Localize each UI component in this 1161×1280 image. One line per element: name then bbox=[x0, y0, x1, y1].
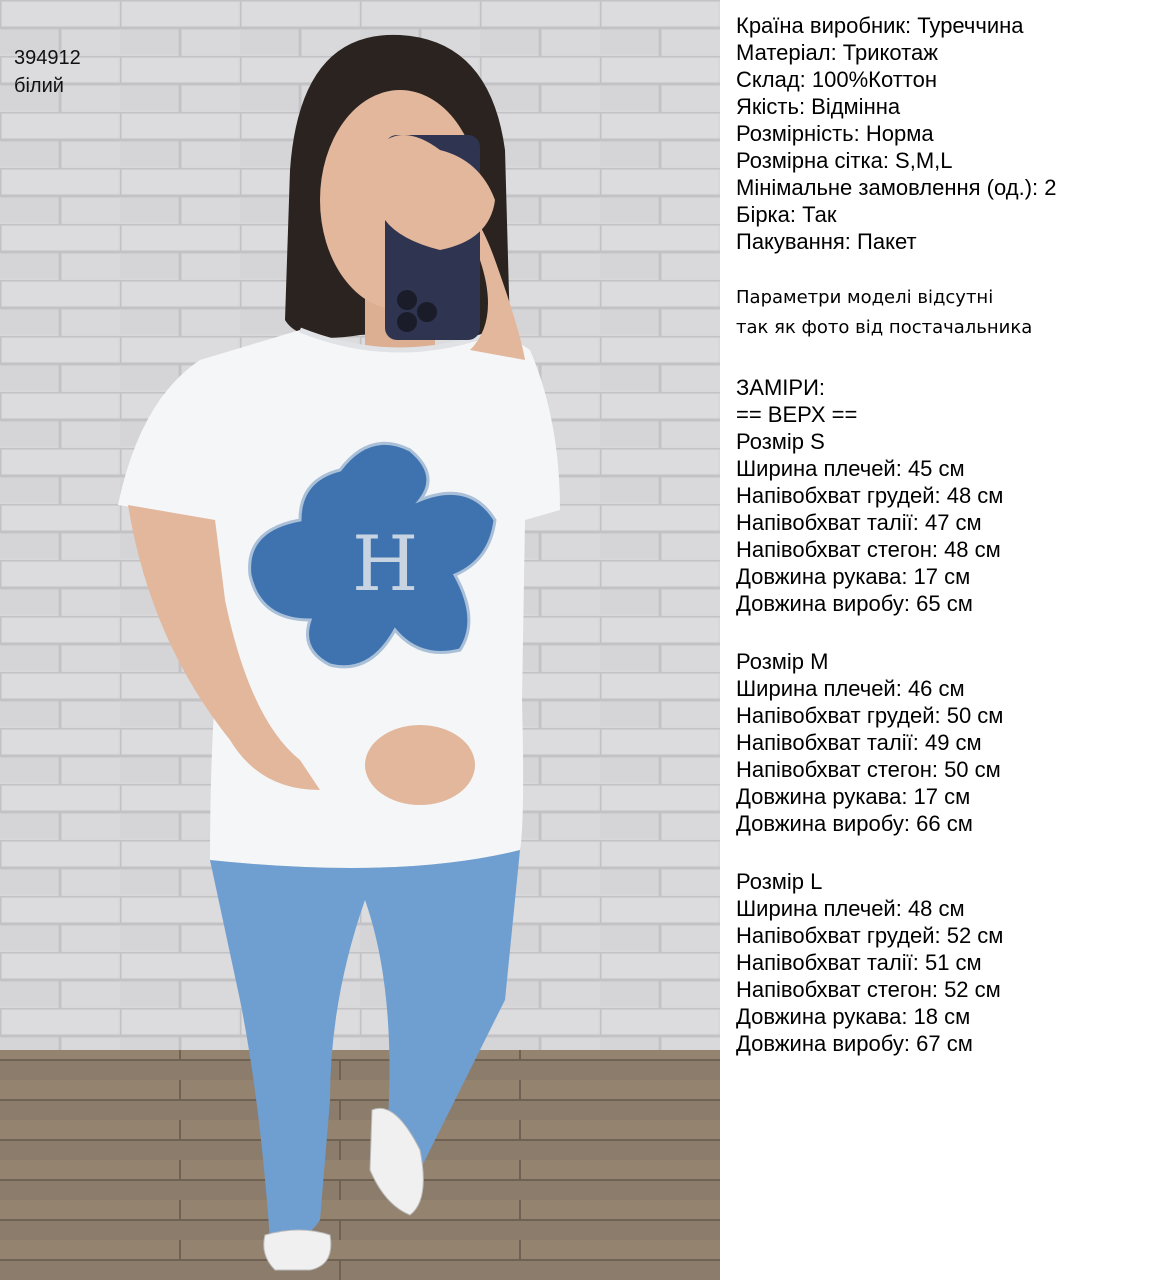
size-l-label: Розмір L bbox=[736, 869, 823, 894]
product-code: 394912 bbox=[14, 47, 81, 69]
size-l-waist: Напівобхват талії: 51 см bbox=[736, 950, 982, 975]
spec-composition: Склад: 100%Коттон bbox=[736, 67, 938, 92]
size-l-length: Довжина виробу: 67 см bbox=[736, 1031, 973, 1056]
spec-size-grid: Розмірна сітка: S,M,L bbox=[736, 148, 953, 173]
size-s-shoulders: Ширина плечей: 45 см bbox=[736, 456, 965, 481]
size-l-shoulders: Ширина плечей: 48 см bbox=[736, 896, 965, 921]
spec-material: Матеріал: Трикотаж bbox=[736, 40, 938, 65]
size-l-sleeve: Довжина рукава: 18 см bbox=[736, 1004, 971, 1029]
wood-floor bbox=[0, 1050, 720, 1280]
size-l-chest: Напівобхват грудей: 52 см bbox=[736, 923, 1004, 948]
spec-packaging: Пакування: Пакет bbox=[736, 229, 917, 254]
product-color: білий bbox=[14, 75, 64, 97]
size-s-waist: Напівобхват талії: 47 см bbox=[736, 510, 982, 535]
hand bbox=[365, 725, 475, 805]
spec-min-order: Мінімальне замовлення (од.): 2 bbox=[736, 175, 1057, 200]
size-s-chest: Напівобхват грудей: 48 см bbox=[736, 483, 1004, 508]
measurements-title: ЗАМІРИ: bbox=[736, 375, 825, 400]
spec-tag: Бірка: Так bbox=[736, 202, 837, 227]
spec-country: Країна виробник: Туреччина bbox=[736, 13, 1024, 38]
model-note-line-2: так як фото від постачальника bbox=[736, 317, 1033, 338]
size-m-shoulders: Ширина плечей: 46 см bbox=[736, 676, 965, 701]
spec-sizing: Розмірність: Норма bbox=[736, 121, 934, 146]
size-m-hips: Напівобхват стегон: 50 см bbox=[736, 757, 1001, 782]
measurements-section: == ВЕРХ == bbox=[736, 402, 858, 427]
sneaker-left bbox=[264, 1230, 331, 1270]
spec-quality: Якість: Відмінна bbox=[736, 94, 901, 119]
size-m-label: Розмір M bbox=[736, 649, 829, 674]
size-s-length: Довжина виробу: 65 см bbox=[736, 591, 973, 616]
size-l-hips: Напівобхват стегон: 52 см bbox=[736, 977, 1001, 1002]
size-s-label: Розмір S bbox=[736, 429, 825, 454]
size-m-waist: Напівобхват талії: 49 см bbox=[736, 730, 982, 755]
size-m-chest: Напівобхват грудей: 50 см bbox=[736, 703, 1004, 728]
svg-text:H: H bbox=[352, 519, 419, 608]
size-s-hips: Напівобхват стегон: 48 см bbox=[736, 537, 1001, 562]
model-note-line-1: Параметри моделі відсутні bbox=[736, 287, 994, 308]
size-m-sleeve: Довжина рукава: 17 см bbox=[736, 784, 971, 809]
size-s-sleeve: Довжина рукава: 17 см bbox=[736, 564, 971, 589]
size-m-length: Довжина виробу: 66 см bbox=[736, 811, 973, 836]
